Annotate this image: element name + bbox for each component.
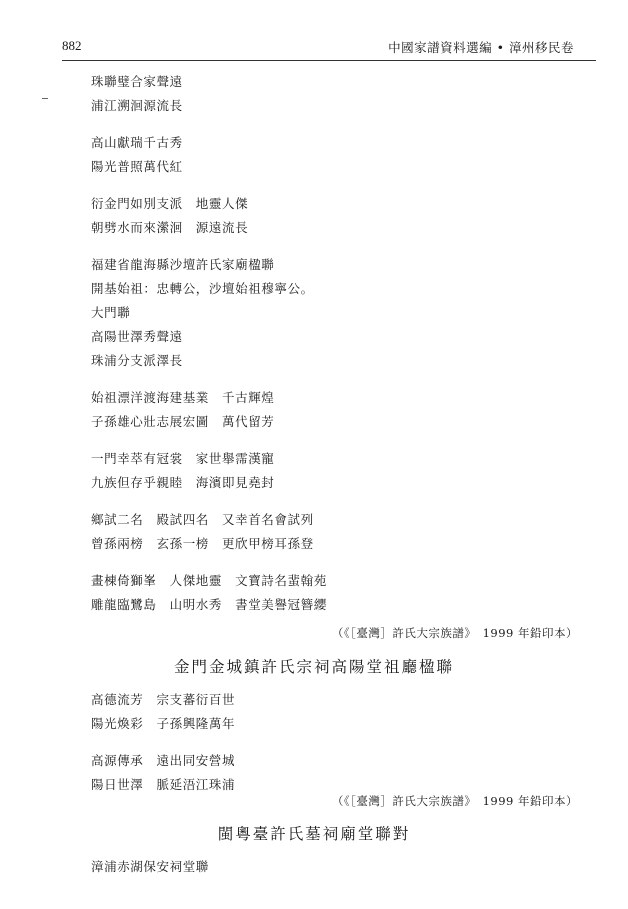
header-rule bbox=[62, 60, 596, 61]
text-line: 高德流芳 宗支蕃衍百世 bbox=[91, 692, 236, 707]
text-line: 珠聯璧合家聲遠 bbox=[91, 74, 183, 89]
text-line: 珠浦分支派澤長 bbox=[91, 353, 183, 368]
source-citation: （《［臺灣］許氏大宗族譜》 1999 年鉛印本） bbox=[331, 794, 578, 808]
margin-mark bbox=[42, 98, 48, 99]
text-line: 高山獻瑞千古秀 bbox=[91, 135, 183, 150]
text-line: 一門幸萃有冠裳 家世舉霈漢寵 bbox=[91, 451, 275, 466]
source-citation: （《［臺灣］許氏大宗族譜》 1999 年鉛印本） bbox=[331, 626, 578, 640]
text-line: 子孫雄心壯志展宏圖 萬代留芳 bbox=[91, 414, 275, 429]
text-line: 福建省龍海縣沙壇許氏家廟楹聯 bbox=[91, 257, 275, 272]
text-line: 陽光煥彩 子孫興隆萬年 bbox=[91, 716, 236, 731]
text-line: 漳浦赤湖保安祠堂聯 bbox=[91, 859, 209, 874]
text-line: 九族但存乎親睦 海濱即見堯封 bbox=[91, 475, 275, 490]
text-line: 大門聯 bbox=[91, 305, 131, 320]
text-line: 陽日世澤 脈延浯江珠浦 bbox=[91, 777, 236, 792]
text-line: 浦江溯洄源流長 bbox=[91, 98, 183, 113]
text-line: 開基始祖：忠轉公，沙壇始祖穆寧公。 bbox=[91, 281, 314, 296]
text-line: 陽光普照萬代紅 bbox=[91, 159, 183, 174]
text-line: 鄉試二名 殿試四名 又幸首名會試列 bbox=[91, 512, 314, 527]
page-header bbox=[62, 38, 574, 58]
section-heading: 閩粵臺許氏墓祠廟堂聯對 bbox=[217, 825, 411, 843]
text-line: 畫棟倚獅峯 人傑地靈 文寶詩名蜚翰苑 bbox=[91, 573, 327, 588]
text-line: 高陽世澤秀聲遠 bbox=[91, 329, 183, 344]
text-line: 曾孫兩榜 玄孫一榜 更欣甲榜耳孫登 bbox=[91, 536, 314, 551]
text-line: 雕龍臨鷺島 山明水秀 書堂美譽冠簪纓 bbox=[91, 597, 327, 612]
text-line: 衍金門如別支派 地靈人傑 bbox=[91, 196, 249, 211]
page-number: 882 bbox=[62, 38, 82, 53]
section-heading: 金門金城鎮許氏宗祠高陽堂祖廳楹聯 bbox=[173, 658, 454, 676]
running-title: 中國家譜資料選編 • 漳州移民卷 bbox=[388, 40, 574, 55]
text-line: 朝劈水而來瀠洄 源遠流長 bbox=[91, 220, 249, 235]
text-line: 高源傳承 遠出同安營城 bbox=[91, 753, 236, 768]
text-line: 始祖漂洋渡海建基業 千古輝煌 bbox=[91, 390, 275, 405]
